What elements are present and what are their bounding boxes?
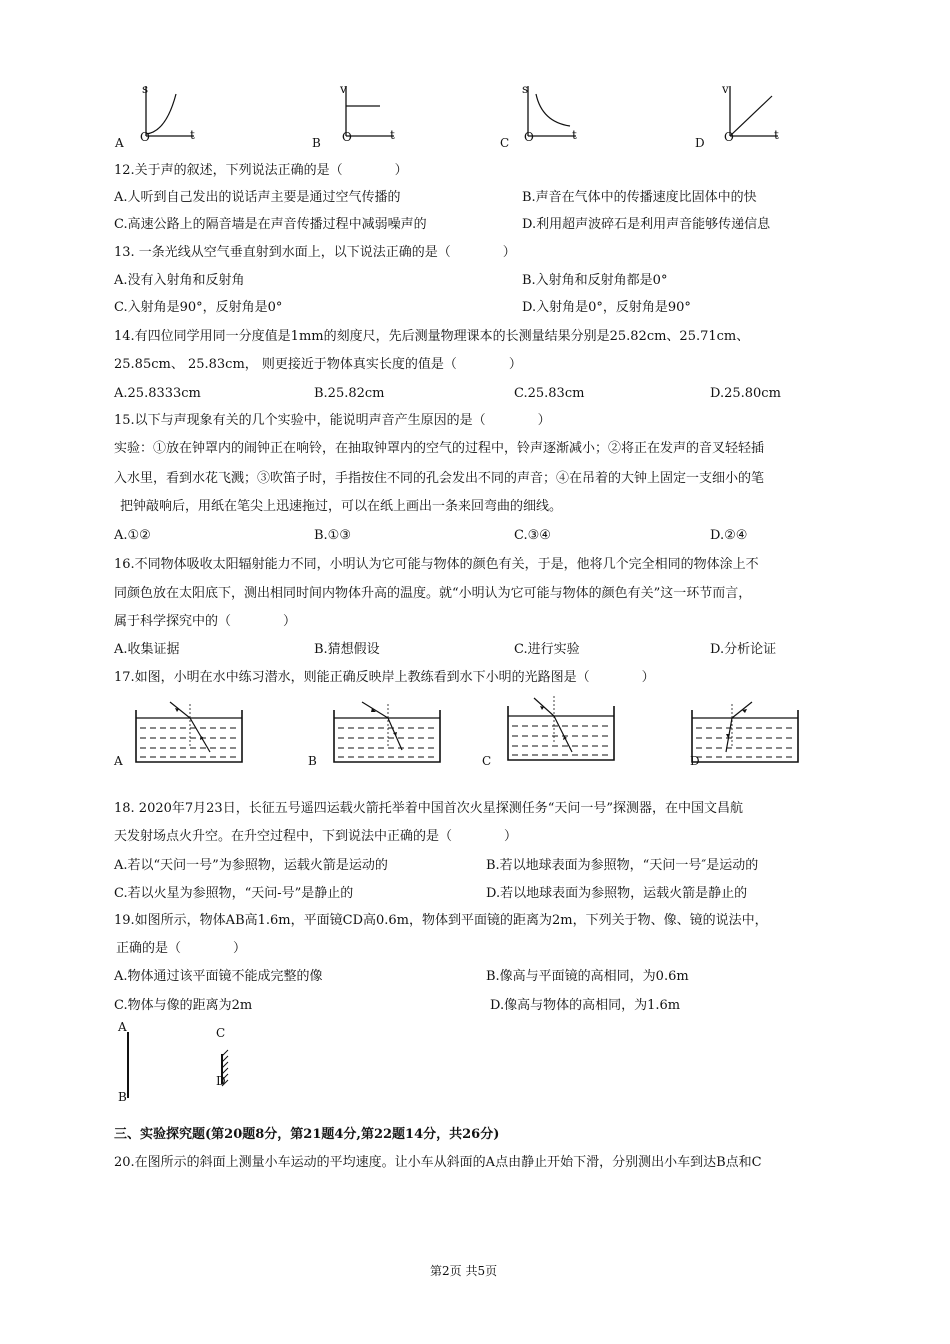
q17-diagram-d — [690, 700, 802, 766]
q17-label-b: B — [308, 754, 317, 768]
q15-text-line2: 入水里，看到水花飞溅；③吹笛子时，手指按住不同的孔会发出不同的声音；④在吊着的大钟上固定一支细小的笔 — [114, 471, 765, 486]
graph-b-axis-x: t — [390, 128, 395, 142]
graph-d-origin: O — [724, 130, 734, 144]
q19-point-a: A — [118, 1020, 127, 1034]
q19-option-c: C.物体与像的距离为2m — [114, 998, 253, 1013]
q17-stem: 17.如图，小明在水中练习潜水，则能正确反映岸上教练看到水下小明的光路图是（ ） — [114, 670, 655, 685]
q15-option-a: A.①② — [114, 528, 151, 543]
q18-option-b: B.若以地球表面为参照物，“天问一号″是运动的 — [486, 858, 759, 873]
q15-stem: 15.以下与声现象有关的几个实验中，能说明声音产生原因的是（ ） — [114, 413, 551, 428]
q17-diagram-a — [134, 700, 246, 766]
q12-option-a: A.人听到自己发出的说话声主要是通过空气传播的 — [114, 190, 401, 205]
q15-option-b: B.①③ — [314, 528, 351, 543]
graph-b-axis-y: v — [340, 82, 347, 96]
graph-a-label: A — [115, 136, 124, 150]
graph-a-axis-x: t — [190, 128, 195, 142]
q17-diagram-b — [332, 700, 444, 766]
q14-option-c: C.25.83cm — [514, 386, 585, 401]
q14-stem-line2: 25.85cm、 25.83cm， 则更接近于物体真实长度的值是（ ） — [114, 357, 522, 372]
q19-option-a: A.物体通过该平面镜不能成完整的像 — [114, 969, 323, 984]
q14-option-b: B.25.82cm — [314, 386, 385, 401]
graph-c-axis-y: s — [522, 82, 529, 96]
q19-figure — [112, 1020, 252, 1110]
graph-d-axis-x: t — [774, 128, 779, 142]
q12-option-c: C.高速公路上的隔音墙是在声音传播过程中减弱噪声的 — [114, 217, 427, 232]
graph-d-label: D — [695, 136, 705, 150]
q12-option-b: B.声音在气体中的传播速度比固体中的快 — [522, 190, 757, 205]
section-3-heading: 三、实验探究题(第20题8分，第21题4分,第22题14分，共26分) — [114, 1127, 500, 1142]
q19-option-d: D.像高与物体的高相同，为1.6m — [490, 998, 681, 1013]
q18-text-line1: 18. 2020年7月23日，长征五号遥四运载火箭托举着中国首次火星探测任务“天问一号”探测器，在中国文昌航 — [114, 801, 743, 816]
graph-c-origin: O — [524, 130, 534, 144]
graph-b-origin: O — [342, 130, 352, 144]
q12-option-d: D.利用超声波碎石是利用声音能够传递信息 — [522, 217, 771, 232]
q16-text-line2: 同颜色放在太阳底下，测出相同时间内物体升高的温度。就“小明认为它可能与物体的颜色有关”这一环节而言， — [114, 586, 752, 601]
q18-option-a: A.若以“天问一号”为参照物，运载火箭是运动的 — [114, 858, 388, 873]
graph-d-axis-y: v — [722, 82, 729, 96]
graph-a-axis-y: s — [142, 82, 149, 96]
q18-option-c: C.若以火星为参照物，“天问-号”是静止的 — [114, 886, 354, 901]
q18-text-line2: 天发射场点火升空。在升空过程中，下到说法中正确的是（ ） — [114, 829, 518, 844]
q16-option-d: D.分析论证 — [710, 642, 777, 657]
q13-option-c: C.入射角是90°，反射角是0° — [114, 300, 283, 315]
q16-text-line3: 属于科学探究中的（ ） — [114, 614, 297, 629]
q14-stem-line1: 14.有四位同学用同一分度值是1mm的刻度尺，先后测量物理课本的长测量结果分别是25.82cm、25.71cm、 — [114, 329, 750, 344]
q13-option-b: B.入射角和反射角都是0° — [522, 273, 668, 288]
q20-text: 20.在图所示的斜面上测量小车运动的平均速度。让小车从斜面的A点由静止开始下滑，分别测出小车到达B点和C — [114, 1155, 762, 1170]
q17-label-c: C — [482, 754, 492, 768]
graph-a-origin: O — [140, 130, 150, 144]
graph-c-axis-x: t — [572, 128, 577, 142]
q16-text-line1: 16.不同物体吸收太阳辐射能力不同，小明认为它可能与物体的颜色有关，于是，他将几个完全相同的物体涂上不 — [114, 557, 759, 572]
q15-text-line1: 实验：①放在钟罩内的闹钟正在响铃，在抽取钟罩内的空气的过程中，铃声逐渐减小；②将正在发声的音叉轻轻插 — [114, 441, 765, 456]
q19-text-line1: 19.如图所示，物体AB高1.6m，平面镜CD高0.6m，物体到平面镜的距离为2m，下列关于物、像、镜的说法中， — [114, 913, 768, 928]
q13-option-a: A.没有入射角和反射角 — [114, 273, 245, 288]
q18-option-d: D.若以地球表面为参照物，运载火箭是静止的 — [486, 886, 748, 901]
q17-diagram-c — [506, 694, 618, 764]
q16-option-b: B.猜想假设 — [314, 642, 380, 657]
q13-stem: 13. 一条光线从空气垂直射到水面上，以下说法正确的是（ ） — [114, 245, 516, 260]
q12-stem: 12.关于声的叙述，下列说法正确的是（ ） — [114, 163, 408, 178]
graph-b-label: B — [312, 136, 321, 150]
q17-label-a: A — [114, 754, 123, 768]
q17-label-d: D — [690, 754, 700, 768]
q16-option-a: A.收集证据 — [114, 642, 180, 657]
q19-option-b: B.像高与平面镜的高相同，为0.6m — [486, 969, 689, 984]
q15-option-c: C.③④ — [514, 528, 551, 543]
q16-option-c: C.进行实验 — [514, 642, 580, 657]
q15-text-line3: 把钟敲响后，用纸在笔尖上迅速拖过，可以在纸上画出一条来回弯曲的细线。 — [120, 499, 563, 514]
q19-point-c: C — [216, 1026, 226, 1040]
q15-option-d: D.②④ — [710, 528, 748, 543]
q19-point-d: D — [216, 1074, 226, 1088]
q19-text-line2: 正确的是（ ） — [116, 941, 247, 956]
q14-option-d: D.25.80cm — [710, 386, 781, 401]
q13-option-d: D.入射角是0°，反射角是90° — [522, 300, 691, 315]
graph-c-label: C — [500, 136, 510, 150]
page-footer: 第2页 共5页 — [430, 1264, 498, 1278]
q19-point-b: B — [118, 1090, 127, 1104]
q14-option-a: A.25.8333cm — [114, 386, 201, 401]
